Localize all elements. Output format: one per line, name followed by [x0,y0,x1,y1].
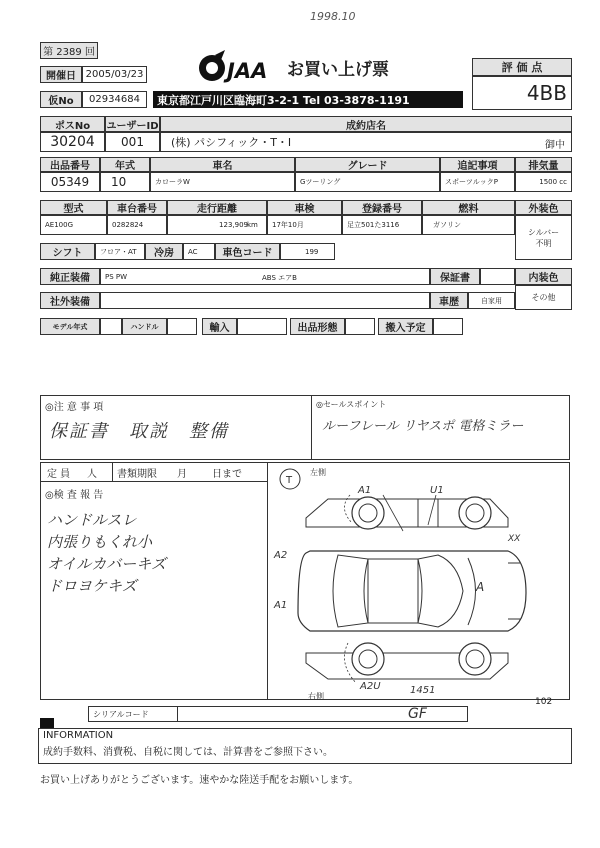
report-line: オイルカバーキズ [47,555,166,573]
month-unit: 月 [177,468,187,480]
evaluation-score: 4BB [472,76,572,110]
warranty-value [480,268,515,285]
corner-mark [40,718,54,728]
exterior-color-1: シルバー [527,227,560,237]
caution-box [40,395,312,460]
venue-address: 東京都江戸川区臨海町3-2-1 Tel 03-3878-1191 [153,91,463,108]
caution-text: 保証書 取説 整備 [49,421,229,442]
session-number: 第 2389 回 [40,42,98,59]
jaa-brand: JAA [227,59,268,83]
temp-no-label: 仮No [40,91,82,108]
history-label: 車歴 [430,292,468,309]
mileage-label: 走行距離 [167,200,267,215]
grade-label: グレード [295,157,440,172]
mileage-unit: km [247,221,258,229]
inspection-report-lines [41,505,267,601]
model-code: AE100G [40,215,107,235]
information-text: 成約手数料、消費税、自税に関しては、計算書をご参照下さい。 [43,747,333,758]
report-line: ハンドルスレ [47,511,137,529]
user-id-label: ユーザーID [105,116,160,132]
sales-point-label: ◎セールスポイント [316,400,387,409]
year-label: 年式 [100,157,150,172]
aftermarket-label: 社外装備 [40,292,100,309]
import-label: 輸入 [202,318,237,335]
until-label: 日まで [212,468,242,480]
model-year: 10 [100,172,150,192]
inspection-label: 車検 [267,200,342,215]
jaa-logo [195,46,285,86]
color-code: 199 [280,243,335,260]
left-side-label: 左側 [310,468,326,477]
fuel-label: 燃料 [422,200,515,215]
odometer-note: 1451 [410,685,436,696]
sales-point-box [312,395,570,460]
caution-label: ◎注 意 事 項 [45,402,104,413]
right-side-label: 右側 [308,692,324,701]
aftermarket-equipment [100,292,430,309]
standard-equipment: PS PW [100,268,430,285]
handwritten-date: 1998.10 [310,10,356,23]
standard-equipment-label: 純正装備 [40,268,100,285]
plate-number: 足立501た3116 [342,215,422,235]
information-box [38,728,572,764]
chassis-no: 0282824 [107,215,167,235]
grade: Gツーリング [295,172,440,192]
inspection-report-label: ◎検 査 報 告 [45,490,104,501]
exterior-color [515,215,572,260]
mark-a: A [476,580,485,594]
fuel-type: ガソリン [422,215,515,235]
exterior-color-2: 不明 [535,238,552,248]
exterior-label: 外装色 [515,200,572,215]
serial-label: シリアルコード [88,706,178,722]
handle-label: ハンドル [122,318,167,335]
information-title: INFORMATION [43,730,114,741]
form-value [345,318,375,335]
inspection-date: 17年10月 [267,215,342,235]
capacity-unit: 人 [87,463,113,481]
mark-a2: A2 [274,550,288,561]
standard-equipment-2: ABS エアB [262,274,297,282]
mark-xx: XX [508,534,521,544]
model-year-label: モデル年式 [40,318,100,335]
mark-a2u: A2U [360,681,381,692]
chassis-label: 車台番号 [107,200,167,215]
interior-color: その他 [515,285,572,310]
report-line: 内張りもくれ小 [47,533,153,551]
shift-label: シフト [40,243,95,260]
delivery-label: 搬入予定 [378,318,433,335]
score-label: 評 価 点 [472,58,572,76]
handle-value [167,318,197,335]
plate-label: 登録番号 [342,200,422,215]
model-code-label: 型式 [40,200,107,215]
svg-text:T: T [286,475,293,486]
inspection-report-box [40,482,268,700]
car-damage-diagram [268,462,570,700]
ac-type: AC [183,243,215,260]
delivery-value [433,318,463,335]
user-id: 001 [105,132,160,152]
extras: スポーツルックP [440,172,515,192]
model-year-value [100,318,122,335]
dealer-label: 成約店名 [160,116,572,132]
extras-label: 追記事項 [440,157,515,172]
warranty-label: 保証書 [430,268,480,285]
import-value [237,318,287,335]
report-line: ドロヨケキズ [47,577,137,595]
lot-no-label: 出品番号 [40,157,100,172]
history-value: 自家用 [468,292,515,309]
shift-type: フロア・AT [95,243,145,260]
page-number: 102 [535,697,553,707]
capacity-label: 定 員 [47,468,71,480]
capacity-row [40,462,268,482]
color-code-label: 車色コード [215,243,280,260]
displacement-label: 排気量 [515,157,572,172]
mark-a1-side: A1 [274,600,288,611]
displacement: 1500 cc [515,172,572,192]
interior-label: 内装色 [515,268,572,285]
ac-label: 冷房 [145,243,183,260]
dealer-name: (株) パシフィック・T・I [160,132,572,152]
document-title: お買い上げ票 [287,60,389,80]
date-label: 開催日 [40,66,82,83]
honorific: 御中 [545,140,565,151]
doc-deadline-label: 書類期限 [117,468,157,480]
mark-a1-front: A1 [358,485,372,496]
lot-no: 05349 [40,172,100,192]
booth-no: 30204 [40,132,105,152]
sales-point-text: ルーフレール リヤスポ 電格ミラー [322,419,524,434]
car-name: カローラW [150,172,295,192]
auction-date: 2005/03/23 [82,66,147,83]
form-label: 出品形態 [290,318,345,335]
serial-code: GF [178,706,468,722]
mileage: 123,909 [167,215,267,235]
car-name-label: 車名 [150,157,295,172]
temp-no: 02934684 [82,91,147,108]
thanks-message: お買い上げありがとうございます。速やかな陸送手配をお願いします。 [40,775,359,786]
mark-u1: U1 [430,485,444,496]
booth-no-label: ポスNo [40,116,105,132]
